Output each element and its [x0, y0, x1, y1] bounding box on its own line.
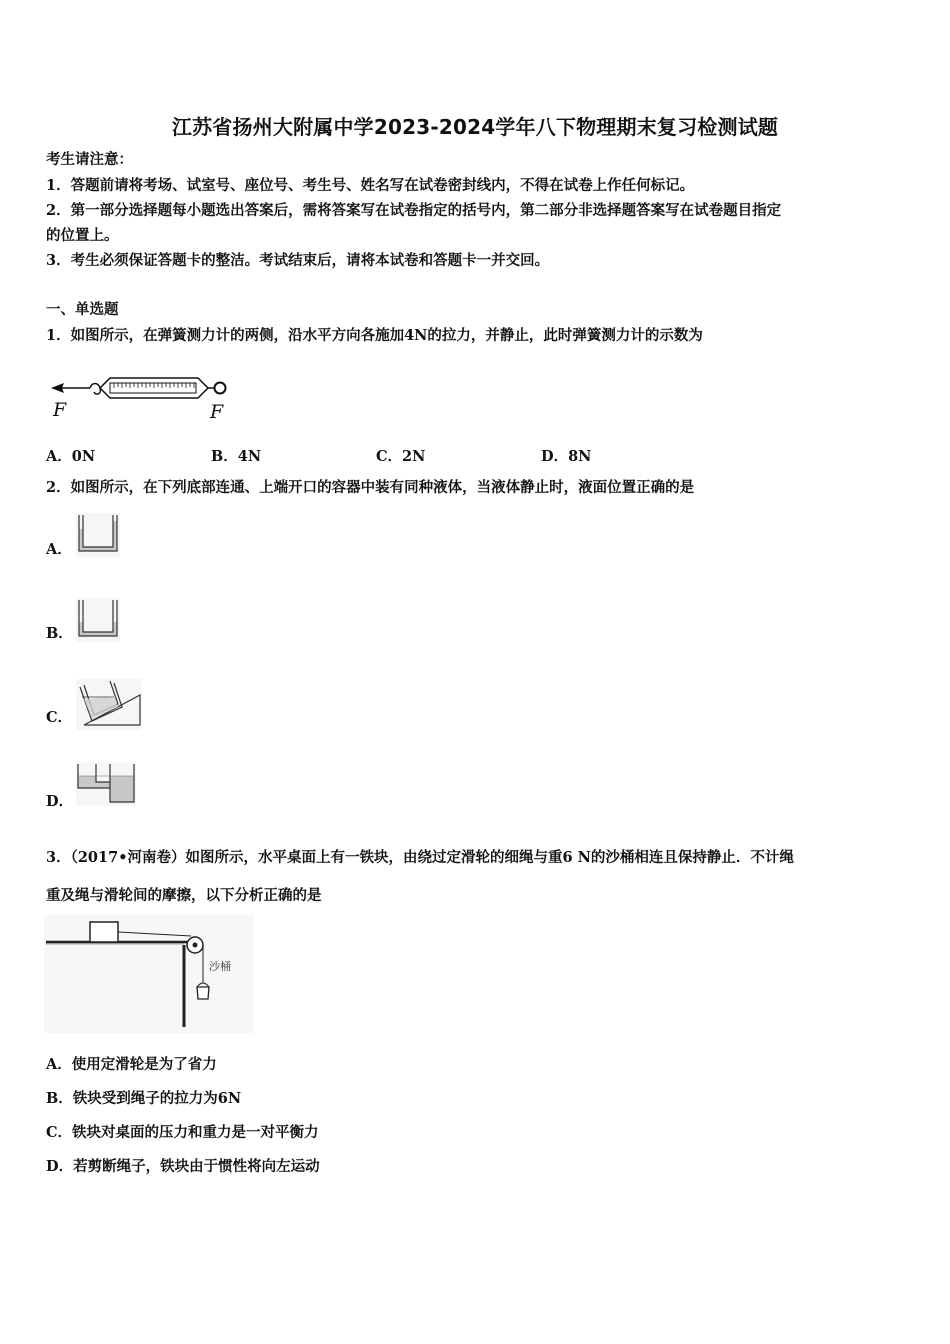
notice-item-2: 2．第一部分选择题每小题选出答案后，需将答案写在试卷指定的括号内，第二部分非选择题答案写在试卷题目指定	[46, 202, 782, 219]
section-label: 一、单选题	[46, 301, 119, 318]
pulley-figure	[44, 915, 254, 1033]
q3-option-a[interactable]: A．使用定滑轮是为了省力	[46, 1056, 217, 1073]
notice-item-3: 3．考生必须保证答题卡的整洁。考试结束后，请将本试卷和答题卡一并交回。	[46, 252, 550, 269]
q3-stem-line2: 重及绳与滑轮间的摩擦，以下分析正确的是	[46, 887, 322, 904]
notice-item-2-cont: 的位置上。	[46, 227, 119, 244]
q1-option-a[interactable]: A．0N	[46, 448, 96, 465]
q1-option-c[interactable]: C．2N	[376, 448, 426, 465]
u-tube-figure-a	[74, 511, 122, 559]
q2-stem: 2．如图所示，在下列底部连通、上端开口的容器中装有同种液体，当液体静止时，液面位置正确的是	[46, 479, 695, 496]
q1-option-b[interactable]: B．4N	[211, 448, 262, 465]
q2-option-b[interactable]: B．	[46, 625, 73, 642]
q3-option-c[interactable]: C．铁块对桌面的压力和重力是一对平衡力	[46, 1124, 319, 1141]
q1-stem: 1．如图所示，在弹簧测力计的两侧，沿水平方向各施加4N的拉力，并静止，此时弹簧测力计的示数为	[46, 327, 703, 344]
q1-option-d[interactable]: D．8N	[541, 448, 592, 465]
q2-option-d[interactable]: D．	[46, 793, 74, 810]
u-tube-figure-b	[74, 596, 122, 644]
q2-option-c[interactable]: C．	[46, 709, 73, 726]
connected-vessels-figure-d	[74, 760, 138, 808]
notice-item-1: 1．答题前请将考场、试室号、座位号、考生号、姓名写在试卷密封线内，不得在试卷上作任何标记。	[46, 177, 695, 194]
q3-option-b[interactable]: B．铁块受到绳子的拉力为6N	[46, 1090, 242, 1107]
bucket-label: 沙桶	[209, 960, 231, 973]
q2-option-a[interactable]: A．	[46, 541, 72, 558]
q3-option-d[interactable]: D．若剪断绳子，铁块由于惯性将向左运动	[46, 1158, 320, 1175]
tilted-tube-figure-c	[74, 677, 144, 732]
force-label-left: F	[53, 399, 67, 421]
notice-heading: 考生请注意：	[46, 151, 133, 168]
spring-scale-figure	[48, 368, 238, 423]
force-label-right: F	[210, 401, 224, 423]
page-title: 江苏省扬州大附属中学2023-2024学年八下物理期末复习检测试题	[171, 115, 779, 139]
q3-stem-line1: 3．（2017•河南卷）如图所示，水平桌面上有一铁块，由绕过定滑轮的细绳与重6 N的沙桶相连且保持静止．不计绳	[46, 849, 794, 866]
